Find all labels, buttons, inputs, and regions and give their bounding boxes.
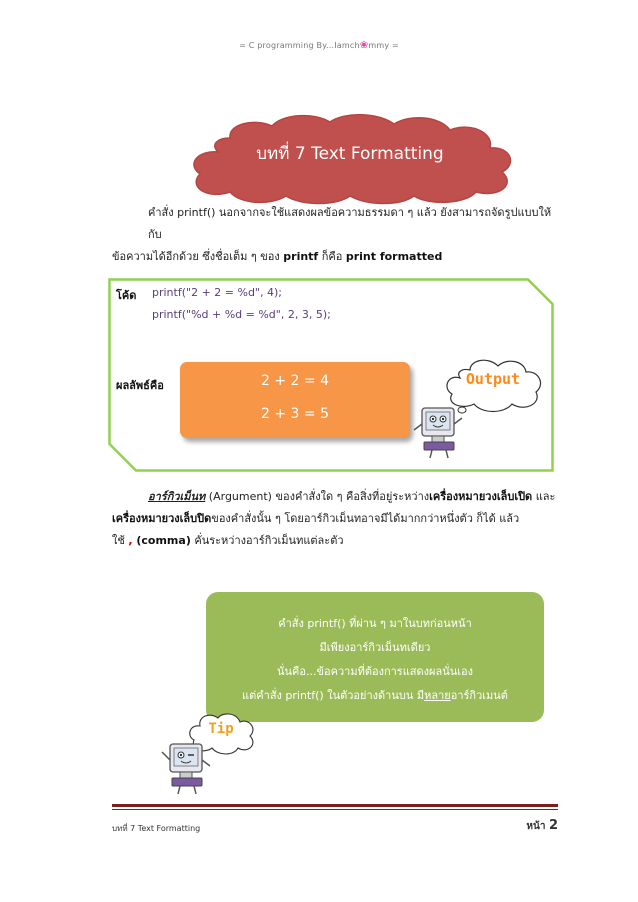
print-formatted-term: print formatted [345,250,443,263]
page-number-value: 2 [548,818,558,833]
argument-text: ใช้ [112,534,129,547]
open-paren-term: เครื่องหมายวงเล็บเปิด [429,490,533,503]
intro-text: ข้อความได้อีกด้วย ซึ่งชื่อเต็ม ๆ ของ [112,250,284,263]
header-text-start: = C programming By...Iamch [239,41,360,50]
footer-chapter: บทที่ 7 Text Formatting [112,824,201,833]
intro-line-1: คำสั่ง printf() นอกจากจะใช้แสดงผลข้อความธรรมดา ๆ แล้ว ยังสามารถจัดรูปแบบให้กับ [148,206,552,241]
intro-text: ก็คือ [318,250,346,263]
intro-paragraph [112,202,552,268]
intro-line-2 [112,246,552,268]
tip-underlined-text: หลาย [424,689,451,702]
robot-computer-icon [412,404,464,460]
argument-line-3 [112,530,562,552]
flower-icon: ❀ [359,40,369,51]
code-line: printf("%d + %d = %d", 2, 3, 5); [152,308,331,321]
argument-text: และ [532,490,556,503]
tip-text: แต่คำสั่ง printf() ในตัวอย่างด้านบน มี [242,689,425,702]
footer-rule [112,804,558,807]
close-paren-term: เครื่องหมายวงเล็บปิด [112,512,212,525]
output-bubble-text: Output [465,370,521,388]
header-text-end: mmy = [368,41,399,50]
argument-line-1 [112,486,562,508]
argument-paragraph [112,486,562,552]
code-line: printf("2 + 2 = %d", 4); [152,286,282,299]
tip-bubble-text: Tip [208,721,234,737]
running-header [0,40,638,51]
output-line: 2 + 2 = 4 [261,373,329,389]
result-label: ผลลัพธ์คือ [116,379,164,392]
argument-text: (Argument) ของคำสั่งใด ๆ คือสิ่งที่อยู่ระหว่าง [205,490,430,503]
page-number [500,818,558,834]
printf-term: printf [283,250,319,263]
comma-symbol: , [128,534,133,547]
page-label: หน้า [526,821,546,832]
tip-line [206,686,544,704]
argument-text: ของคำสั่งนั้น ๆ โดยอาร์กิวเม็นทอาจมีได้มากกว่าหนึ่งตัว ก็ได้ แล้ว [211,512,520,525]
argument-line-2 [112,508,562,530]
footer-rule [112,809,558,810]
argument-text: คั่นระหว่างอาร์กิวเม็นทแต่ละตัว [190,534,344,547]
tip-line: มีเพียงอาร์กิวเม็นทเดียว [319,641,431,654]
tip-line: นั่นคือ...ข้อความที่ต้องการแสดงผลนั่นเอง [277,665,473,678]
tip-line: คำสั่ง printf() ที่ผ่าน ๆ มาในบทก่อนหน้า [278,617,472,630]
output-line: 2 + 3 = 5 [261,406,329,422]
tip-text: อาร์กิวเมนต์ [450,689,508,702]
robot-computer-icon [158,740,214,796]
comma-term: (comma) [132,534,191,547]
code-label: โค้ด [116,289,137,302]
chapter-title: บทที่ 7 Text Formatting [256,144,444,164]
argument-term: อาร์กิวเม็นท [148,490,206,503]
